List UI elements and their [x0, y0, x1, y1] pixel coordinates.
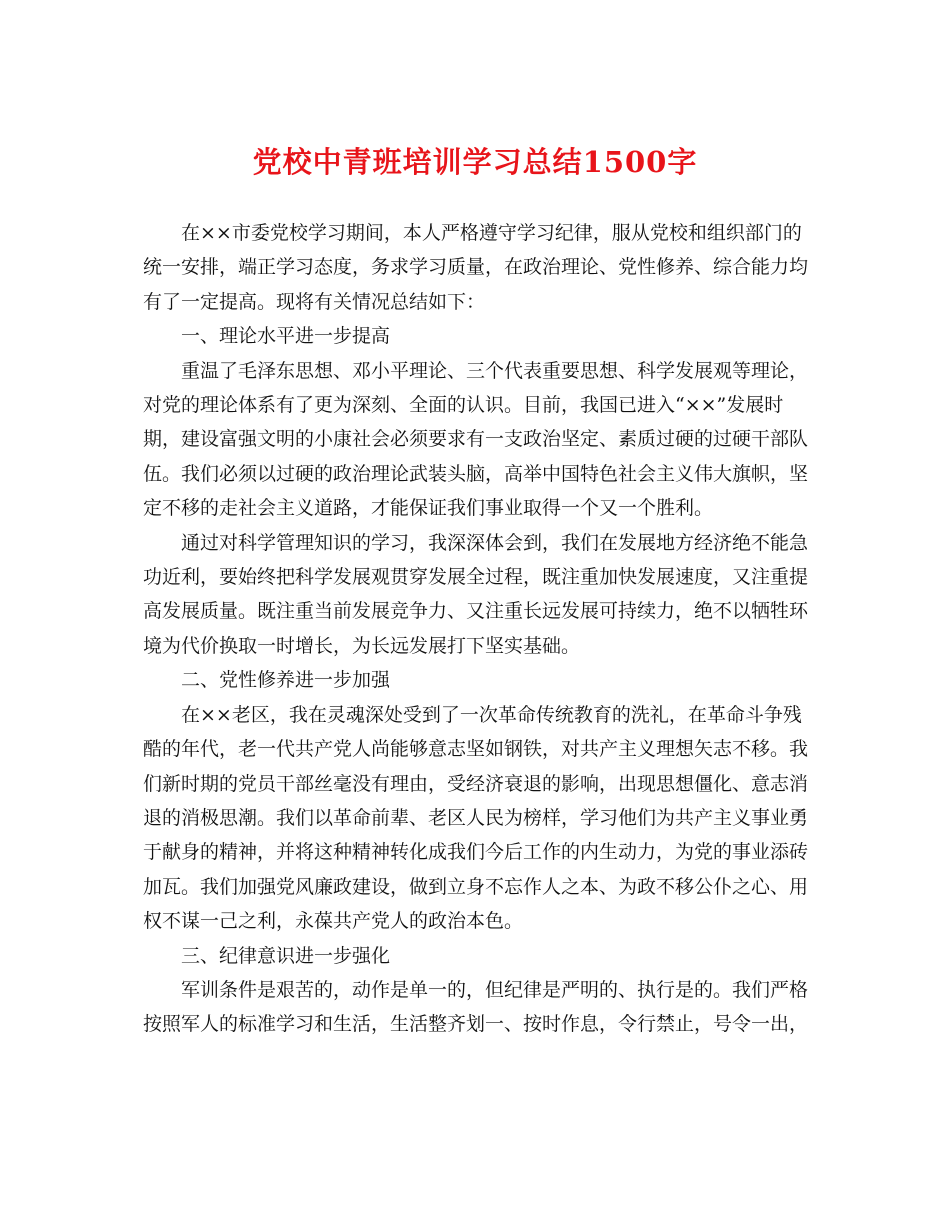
text-line: 功近利，要始终把科学发展观贯穿发展全过程，既注重加快发展速度，又注重提 — [143, 566, 809, 589]
text-line: 境为代价换取一时增长，为长远发展打下坚实基础。 — [143, 634, 581, 657]
text-line: 通过对科学管理知识的学习，我深深体会到，我们在发展地方经济绝不能急 — [181, 531, 809, 554]
text-line: 对党的理论体系有了更为深刻、全面的认识。目前，我国已进入“××”发展时 — [143, 394, 784, 417]
body-paragraph — [143, 216, 809, 319]
body-paragraph — [143, 354, 809, 526]
document-title: 党校中青班培训学习总结1500字 — [252, 145, 698, 179]
text-line: 权不谋一己之利，永葆共产党人的政治本色。 — [143, 910, 524, 933]
section-heading — [143, 939, 800, 973]
text-line: 重温了毛泽东思想、邓小平理论、三个代表重要思想、科学发展观等理论， — [181, 359, 809, 382]
text-line: 按照军人的标准学习和生活，生活整齐划一、按时作息，令行禁止，号令一出， — [143, 1013, 809, 1036]
text-line: 退的消极思潮。我们以革命前辈、老区人民为榜样，学习他们为共产主义事业勇 — [143, 806, 809, 829]
text-line: 军训条件是艰苦的，动作是单一的，但纪律是严明的、执行是的。我们严格 — [181, 978, 809, 1001]
text-line: 们新时期的党员干部丝毫没有理由，受经济衰退的影响，出现思想僵化、意志消 — [143, 772, 809, 795]
body-paragraph — [143, 526, 809, 664]
text-line: 加瓦。我们加强党风廉政建设，做到立身不忘作人之本、为政不移公仆之心、用 — [143, 875, 809, 898]
text-line: 二、党性修养进一步加强 — [181, 669, 391, 692]
text-line: 在××市委党校学习期间，本人严格遵守学习纪律，服从党校和组织部门的 — [181, 222, 802, 244]
text-line: 三、纪律意识进一步强化 — [181, 944, 391, 967]
body-paragraph — [143, 973, 809, 1042]
text-line: 伍。我们必须以过硬的政治理论武装头脑，高举中国特色社会主义伟大旗帜，坚 — [143, 462, 809, 485]
document-body — [143, 216, 809, 1042]
text-line: 高发展质量。既注重当前发展竞争力、又注重长远发展可持续力，绝不以牺牲环 — [143, 600, 809, 623]
text-line: 统一安排，端正学习态度，务求学习质量，在政治理论、党性修养、综合能力均 — [143, 256, 809, 279]
text-line: 有了一定提高。现将有关情况总结如下： — [143, 290, 486, 313]
body-paragraph — [143, 698, 809, 939]
section-heading — [143, 319, 800, 353]
text-line: 期，建设富强文明的小康社会必须要求有一支政治坚定、素质过硬的过硬干部队 — [143, 428, 809, 451]
text-line: 酷的年代，老一代共产党人尚能够意志坚如钢铁，对共产主义理想矢志不移。我 — [143, 738, 809, 761]
text-line: 定不移的走社会主义道路，才能保证我们事业取得一个又一个胜利。 — [143, 497, 714, 520]
section-heading — [143, 663, 800, 697]
text-line: 一、理论水平进一步提高 — [181, 325, 391, 348]
text-line: 在××老区，我在灵魂深处受到了一次革命传统教育的洗礼，在革命斗争残 — [181, 703, 802, 726]
text-line: 于献身的精神，并将这种精神转化成我们今后工作的内生动力，为党的事业添砖 — [143, 841, 809, 864]
